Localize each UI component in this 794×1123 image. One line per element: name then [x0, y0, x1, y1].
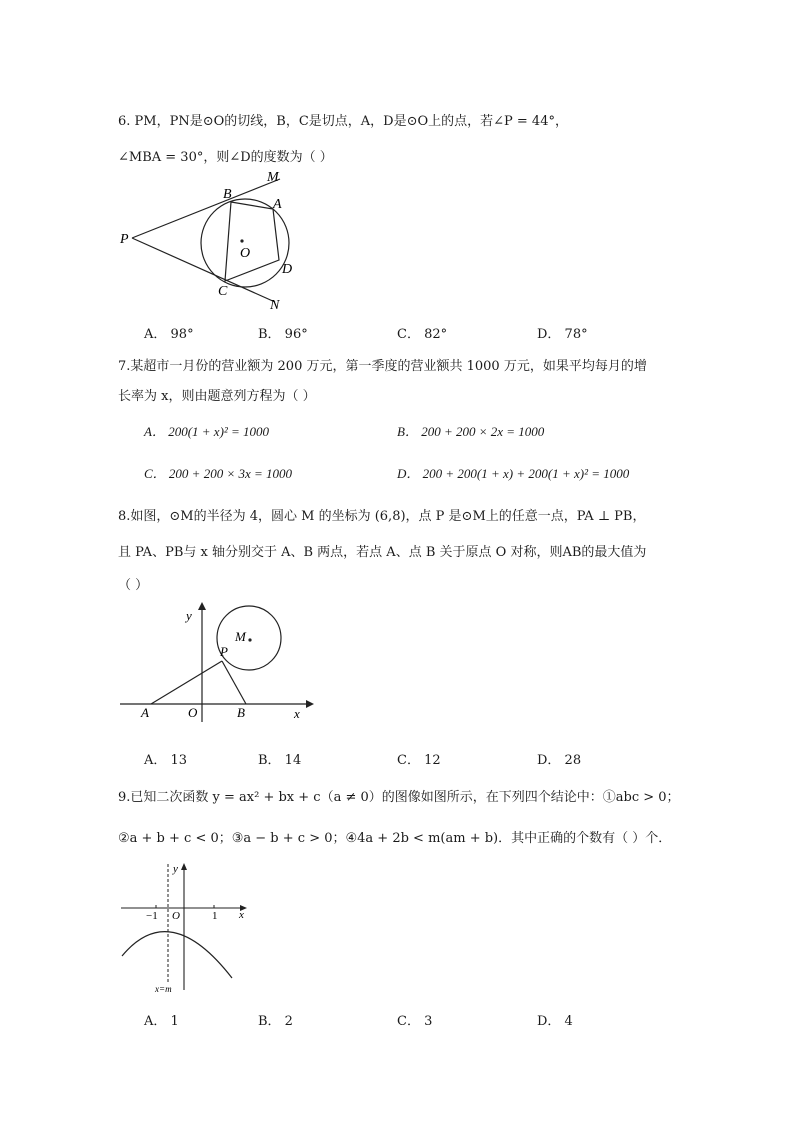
label-b: B	[223, 187, 232, 202]
label-d: D	[282, 262, 293, 277]
parabola	[122, 932, 232, 978]
center-dot	[240, 239, 243, 242]
q9-stem-line1: 9.已知二次函数 y = ax² + bx + c（a ≠ 0）的图像如图所示，在下列四个结论中：①abc > 0；	[118, 790, 680, 805]
q9-option-d: D． 4	[537, 1014, 573, 1029]
y-axis-arrow	[181, 863, 187, 870]
q9-figure	[115, 858, 260, 998]
x-axis-arrow	[306, 700, 314, 708]
q8-option-a: A． 13	[144, 753, 188, 768]
label-x: x	[294, 706, 300, 721]
q9-option-c: C． 3	[397, 1014, 433, 1029]
q6-option-b: B． 96°	[258, 327, 308, 342]
label-neg1: −1	[146, 910, 158, 922]
q8-stem-line1: 8.如图，⊙M的半径为 4，圆心 M 的坐标为 (6,8)，点 P 是⊙M上的任意一点，PA ⊥ PB，	[118, 509, 646, 524]
label-m: M	[235, 629, 246, 644]
label-a: A	[273, 197, 282, 212]
label-n: N	[270, 298, 280, 313]
q6-option-a: A． 98°	[144, 327, 194, 342]
label-y: y	[173, 863, 178, 875]
tangent-pm	[132, 179, 280, 238]
label-c: C	[218, 284, 228, 299]
label-b: B	[237, 705, 245, 720]
q8-option-d: D． 28	[537, 753, 582, 768]
q8-stem-line3: （ ）	[118, 578, 149, 593]
label-one: 1	[212, 910, 218, 922]
q7-stem-line1: 7.某超市一月份的营业额为 200 万元，第一季度的营业额共 1000 万元，如果平均每月的增	[118, 359, 647, 374]
q7-option-c: C． 200 + 200 × 3x = 1000	[144, 466, 293, 481]
segment-pa	[151, 661, 222, 704]
segment-pb	[222, 661, 246, 704]
q6-stem-line2: ∠MBA = 30°，则∠D的度数为（ ）	[118, 150, 333, 165]
q8-option-c: C． 12	[397, 753, 441, 768]
label-o: O	[188, 705, 198, 720]
circle-m	[217, 606, 281, 670]
q8-option-b: B． 14	[258, 753, 302, 768]
q6-figure	[110, 164, 310, 314]
label-p: P	[220, 644, 228, 659]
quad-bacd	[225, 202, 279, 281]
q7-option-d: D． 200 + 200(1 + x) + 200(1 + x)² = 1000	[397, 466, 630, 481]
q9-option-a: A． 1	[144, 1014, 179, 1029]
label-o: O	[240, 246, 251, 261]
q9-stem-line2: ②a + b + c < 0；③a − b + c > 0；④4a + 2b < m(am + b)．其中正确的个数有（ ）个．	[118, 831, 672, 846]
label-y: y	[186, 608, 192, 623]
label-x: x	[239, 909, 244, 921]
q8-stem-line2: 且 PA、PB与 x 轴分别交于 A、B 两点，若点 A、点 B 关于原点 O 对称，则AB的最大值为	[118, 545, 647, 560]
label-o: O	[172, 910, 180, 922]
q6-option-c: C． 82°	[397, 327, 448, 342]
label-xm: x=m	[155, 984, 172, 994]
q8-figure	[110, 598, 320, 728]
label-m: M	[267, 170, 279, 185]
q7-stem-line2: 长率为 x，则由题意列方程为（ ）	[118, 389, 316, 404]
q7-option-a: A． 200(1 + x)² = 1000	[144, 424, 270, 439]
label-p: P	[120, 232, 129, 247]
q9-option-b: B． 2	[258, 1014, 293, 1029]
q6-option-d: D． 78°	[537, 327, 588, 342]
label-a: A	[141, 705, 149, 720]
center-m-dot	[248, 638, 251, 641]
q7-option-b: B． 200 + 200 × 2x = 1000	[397, 424, 545, 439]
y-axis-arrow	[198, 602, 206, 610]
q6-stem-line1: 6. PM，PN是⊙O的切线，B，C是切点，A，D是⊙O上的点，若∠P = 44°，	[118, 114, 568, 129]
